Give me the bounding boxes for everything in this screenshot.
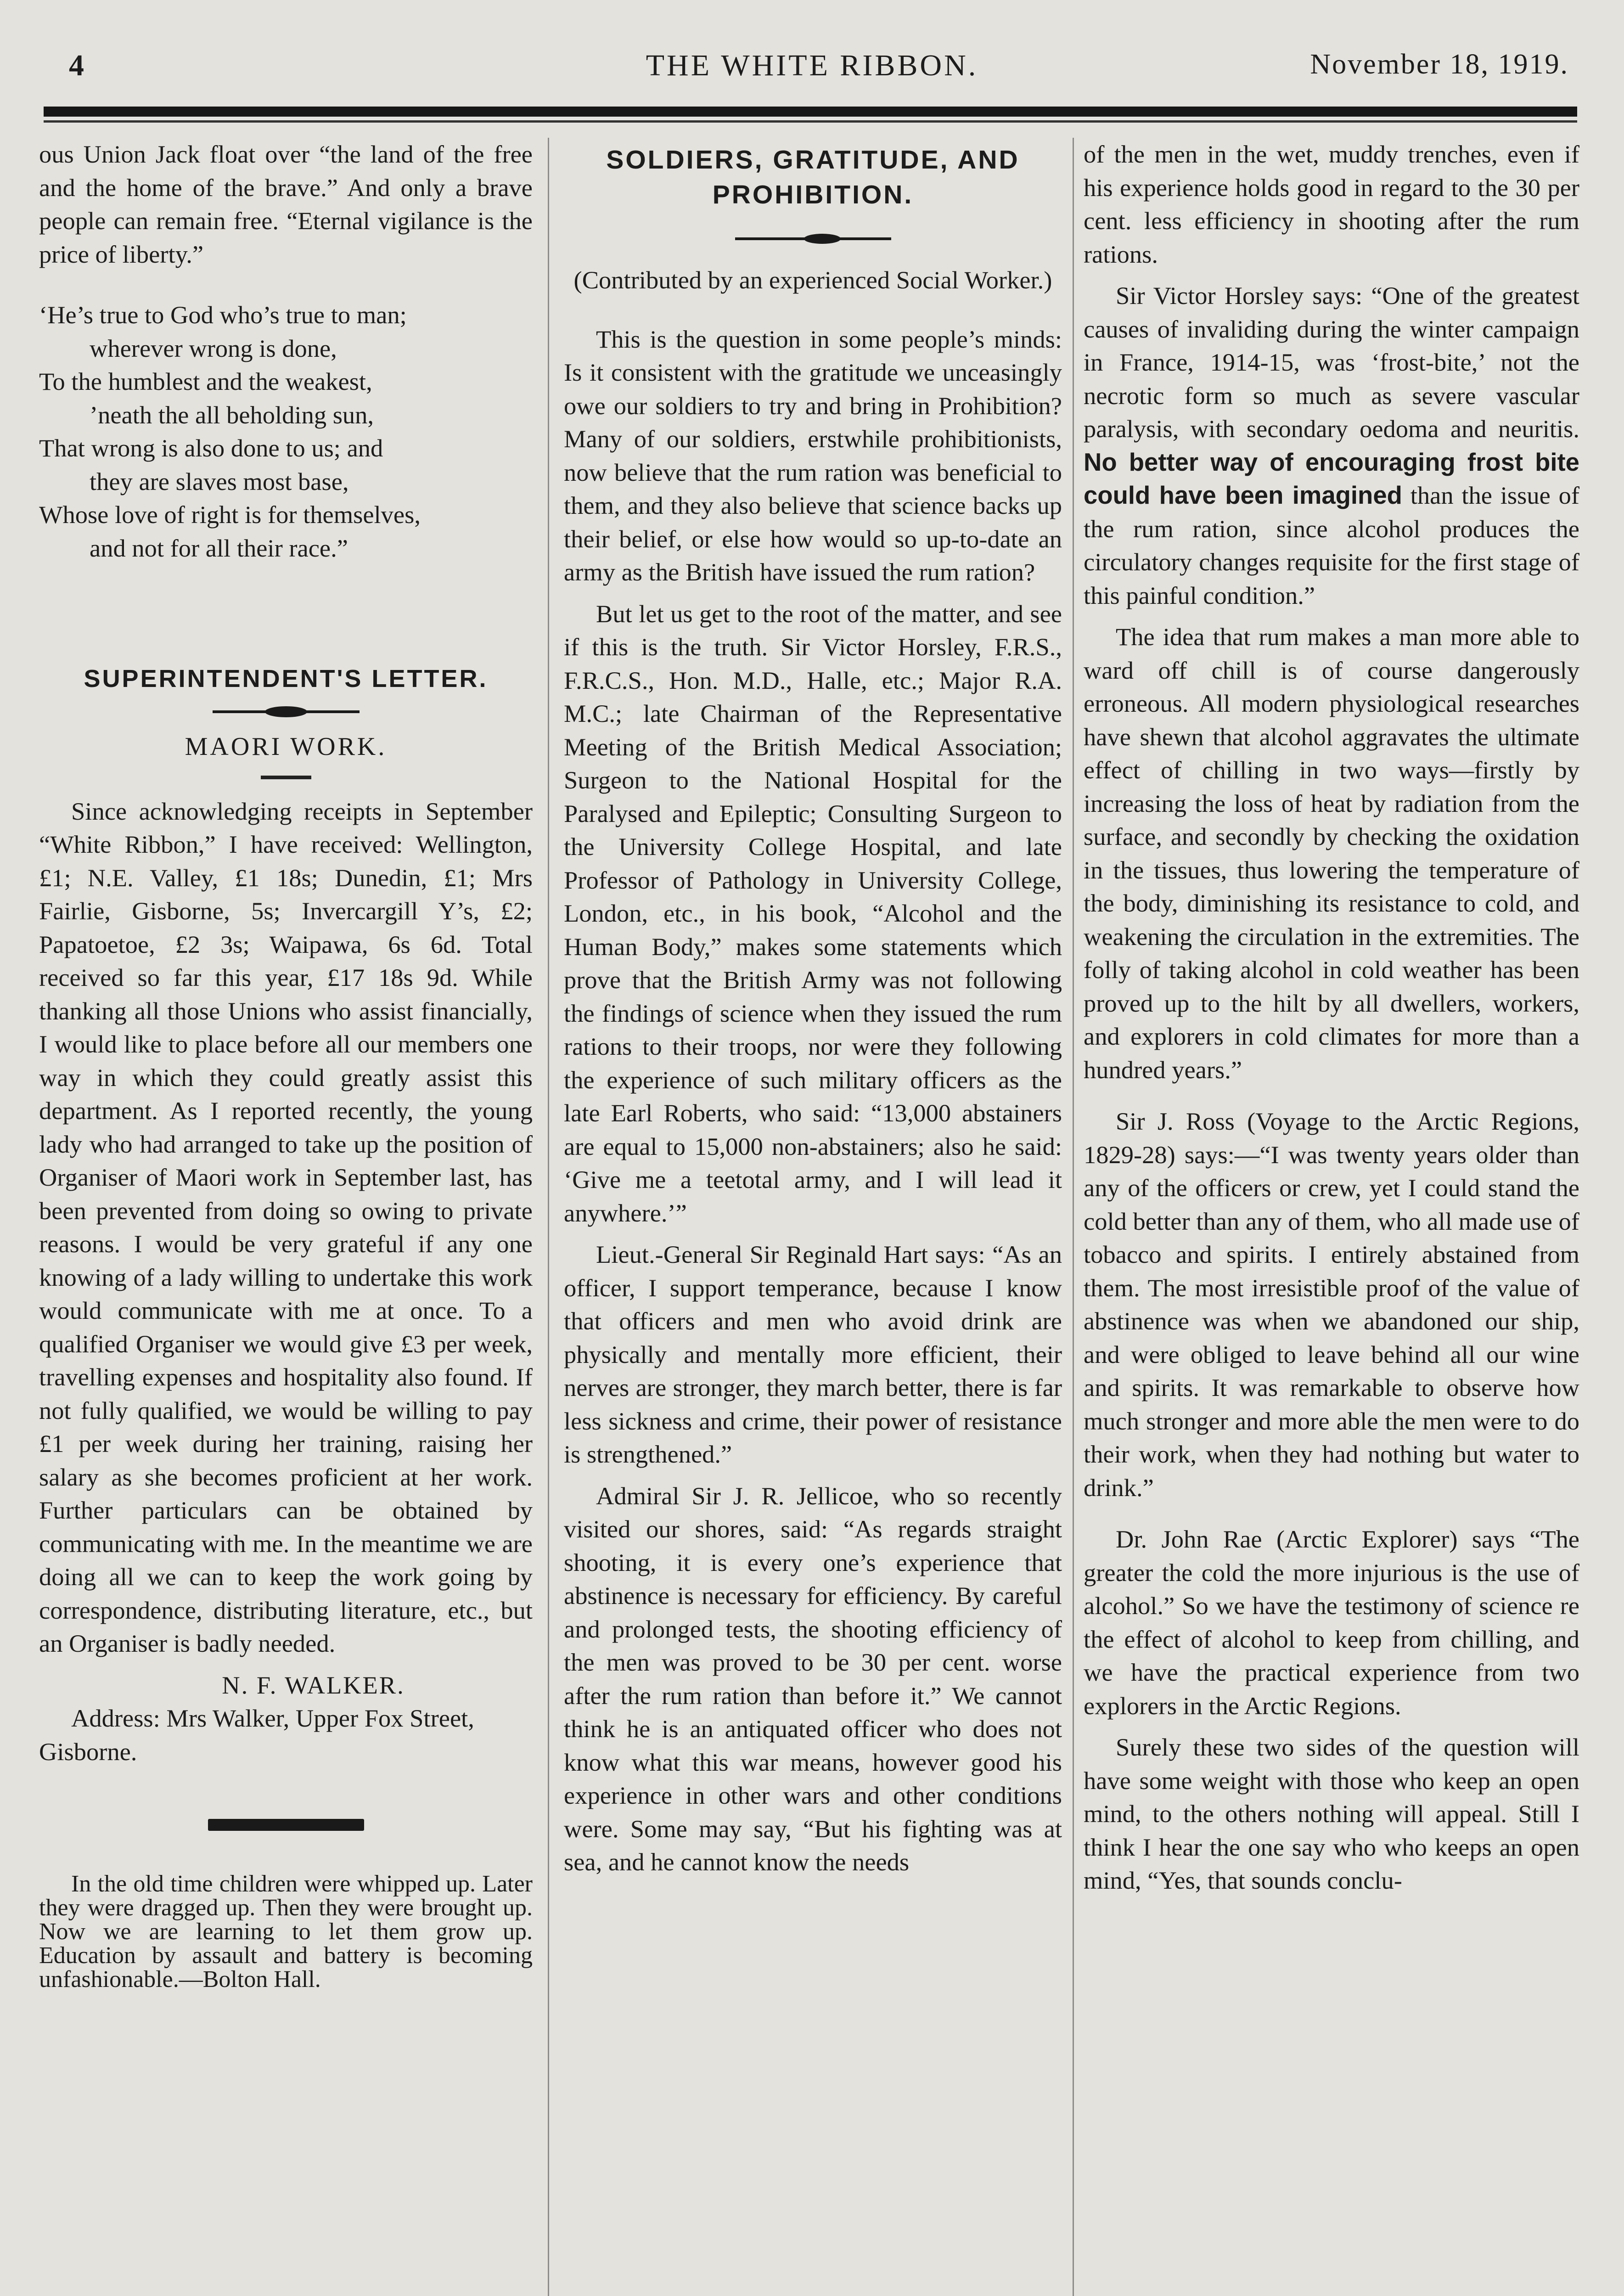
poem-line: ’neath the all beholding sun,	[90, 400, 374, 429]
issue-date: November 18, 1919.	[1310, 49, 1569, 80]
letter-paragraph: Since acknowledging receipts in September “White Ribbon,” I have received: Wellington, £1; N.E. Valley, £1 18s; Dunedin, £1; Mrs Fairlie, Gisborne, 5s; Invercargill Y’s, £2; Papatoetoe, £2 3s; Waipawa, 6s 6d. Total received so far this year, £17 18s 9d. While thanking all those Unions who assist financially, I would like to place before all our members one way in which they could greatly assist this department. As I reported recently, the young lady who had arranged to take up the position of Organiser of Maori work in September last, has been prevented from doing so owing to private reasons. I would be very grateful if any one knowing of a lady willing to undertake this work would communicate with me at once. To a qualified Organiser we would give £3 per week, travelling expenses and hospitality also found. If not fully qualified, we would be willing to pay £1 per week during her training, raising her salary as she becomes proficient at her work. Further particulars can be obtained by communicating with me. In the meantime we are doing all we can to keep the work going by correspondence, distributing literature, etc., but an Organiser is badly needed.	[39, 797, 533, 1657]
emphasis-text: No better way of encouraging frost bite could have been imagined	[1084, 448, 1579, 509]
article-paragraph: Lieut.-General Sir Reginald Hart says: “As an officer, I support temperance, because I know that officers and men who avoid drink are physically and mentally more efficient, their nerves are stronger, they march better, there is far less sickness and crime, their power of resistance is strengthened.”	[564, 1240, 1062, 1468]
contributor-note: (Contributed by an experienced Social Worker.)	[573, 266, 1052, 294]
soldiers-article-heading: SOLDIERS, GRATITUDE, AND PROHIBITION.	[606, 145, 1020, 209]
superintendent-letter-heading: SUPERINTENDENT'S LETTER.	[84, 665, 488, 692]
page-header	[0, 0, 1624, 129]
ornament-rule	[203, 705, 369, 718]
article-paragraph: Admiral Sir J. R. Jellicoe, who so recently visited our shores, said: “As regards straight shooting, it is every one’s experience that abstinence is necessary for efficiency. By careful and prolonged tests, the shooting efficiency of the men was proved to be 30 per cent. worse after the rum ration than before it.” We cannot think he is an antiquated officer who does not know what this war means, however good his experience in other wars and other conditions were. Some may say, “But his fighting was at sea, and he cannot know the needs	[564, 1481, 1062, 1876]
horsley-quote: Sir Victor Horsley says: “One of the greatest causes of invaliding during the winter campaign in France, 1914-15, was ‘frost-bite,’ not the necrotic form so much as severe vascular paralysis, with secondary oedoma and neuritis.	[1084, 281, 1579, 443]
filler-paragraph: In the old time children were whipped up. Later they were dragged up. Then they were brought up. Now we are learning to let them grow up. Education by assault and battery is becoming unfashionable.—Bolton Hall.	[39, 1871, 533, 1992]
column-left	[39, 138, 533, 2296]
column-right	[1084, 138, 1579, 2296]
poem-line: ‘He’s true to God who’s true to man;	[39, 301, 407, 329]
article-paragraph: The idea that rum makes a man more able to ward off chill is of course dangerously erroneous. All modern physiological researches have shewn that alcohol aggravates the ultimate effect of chilling in two ways—firstly by increasing the loss of heat by radiation from the surface, and secondly by checking the oxidation in the tissues, thus lowering the temperature of the body, diminishing its resistance to cold, and weakening the circulation in the extremities. The folly of taking alcohol in cold weather has been proved up to the hilt by all dwellers, workers, and explorers in cold climates for more than a hundred years.”	[1084, 623, 1579, 1084]
article-paragraph: This is the question in some people’s minds: Is it consistent with the gratitude we unceasingly owe our soldiers to try and bring in Prohibition? Many of our soldiers, erstwhile prohibitionists, now believe that the rum ration was beneficial to them, and they also believe that science backs up their belief, or else how would so up-to-date an army as the British have issued the rum ration?	[564, 325, 1062, 586]
article-paragraph: Surely these two sides of the question will have some weight with those who keep an open mind, to the others nothing will appeal. Still I think I hear the one say who who keeps an open mind, “Yes, that sounds conclu-	[1084, 1733, 1579, 1894]
poem-line: and not for all their race.”	[90, 534, 348, 562]
maori-work-subheading: MAORI WORK.	[185, 732, 387, 761]
poem-line: Whose love of right is for themselves,	[39, 501, 421, 529]
poem-line: To the humblest and the weakest,	[39, 367, 372, 395]
newspaper-title: THE WHITE RIBBON.	[646, 49, 978, 82]
article-paragraph: of the men in the wet, muddy trenches, even if his experience holds good in regard to the 30 per cent. less efficiency in shooting after the rum rations.	[1084, 140, 1579, 268]
poem	[39, 298, 533, 565]
article-paragraph: Dr. John Rae (Arctic Explorer) says “The greater the cold the more injurious is the use of alcohol.” So we have the testimony of science re the effect of alcohol to keep from chilling, and we have the practical experience from two explorers in the Arctic Regions.	[1084, 1525, 1579, 1720]
horsley-quote-end: than the issue of the rum ration, since alcohol produces the circulatory changes requisite for the first stage of this painful condition.”	[1084, 481, 1579, 609]
section-bar-rule	[208, 1819, 364, 1831]
page-number: 4	[69, 49, 85, 82]
poem-line: they are slaves most base,	[90, 467, 349, 495]
column-divider	[1073, 138, 1074, 2296]
article-paragraph: Sir J. Ross (Voyage to the Arctic Regions, 1829-28) says:—“I was twenty years older than any of the officers or crew, yet I could stand the cold better than any of them, who all made use of tobacco and spirits. I entirely abstained from them. The most irresistible proof of the value of abstinence was when we abandoned our ship, and were obliged to leave behind all our wine and spirits. It was remarkable to observe how much stronger and more able the men were to do their work, when they had nothing but water to drink.”	[1084, 1107, 1579, 1502]
ornament-rule	[731, 232, 896, 245]
masthead-rule	[44, 107, 1577, 117]
signature: N. F. WALKER.	[222, 1671, 405, 1699]
address: Address: Mrs Walker, Upper Fox Street, Gisborne.	[39, 1704, 474, 1766]
article-paragraph	[1084, 279, 1579, 612]
column-divider	[548, 138, 549, 2296]
poem-line: That wrong is also done to us; and	[39, 434, 383, 462]
masthead-rule-thin	[44, 120, 1577, 123]
poem-line: wherever wrong is done,	[90, 334, 337, 362]
short-rule	[261, 776, 311, 779]
article-paragraph: But let us get to the root of the matter, and see if this is the truth. Sir Victor Horsley, F.R.S., F.R.C.S., Hon. M.D., Halle, etc.; Major R.A. M.C.; late Chairman of the Representative Meeting of the British Medical Association; Surgeon to the National Hospital for the Paralysed and Epileptic; Consulting Surgeon to the University College Hospital, and late Professor of Pathology in University College, London, etc., in his book, “Alcohol and the Human Body,” makes some statements which prove that the British Army was not following the findings of science when they issued the rum rations to their troops, nor were they following the experience of such military officers as the late Earl Roberts, who said: “13,000 abstainers are equal to 15,000 non-abstainers; also he said: ‘Give me a teetotal army, and I will lead it anywhere.’”	[564, 599, 1062, 1227]
column-middle	[564, 138, 1062, 2296]
intro-paragraph: ous Union Jack float over “the land of the free and the home of the brave.” And only a brave people can remain free. “Eternal vigilance is the price of liberty.”	[39, 140, 533, 268]
